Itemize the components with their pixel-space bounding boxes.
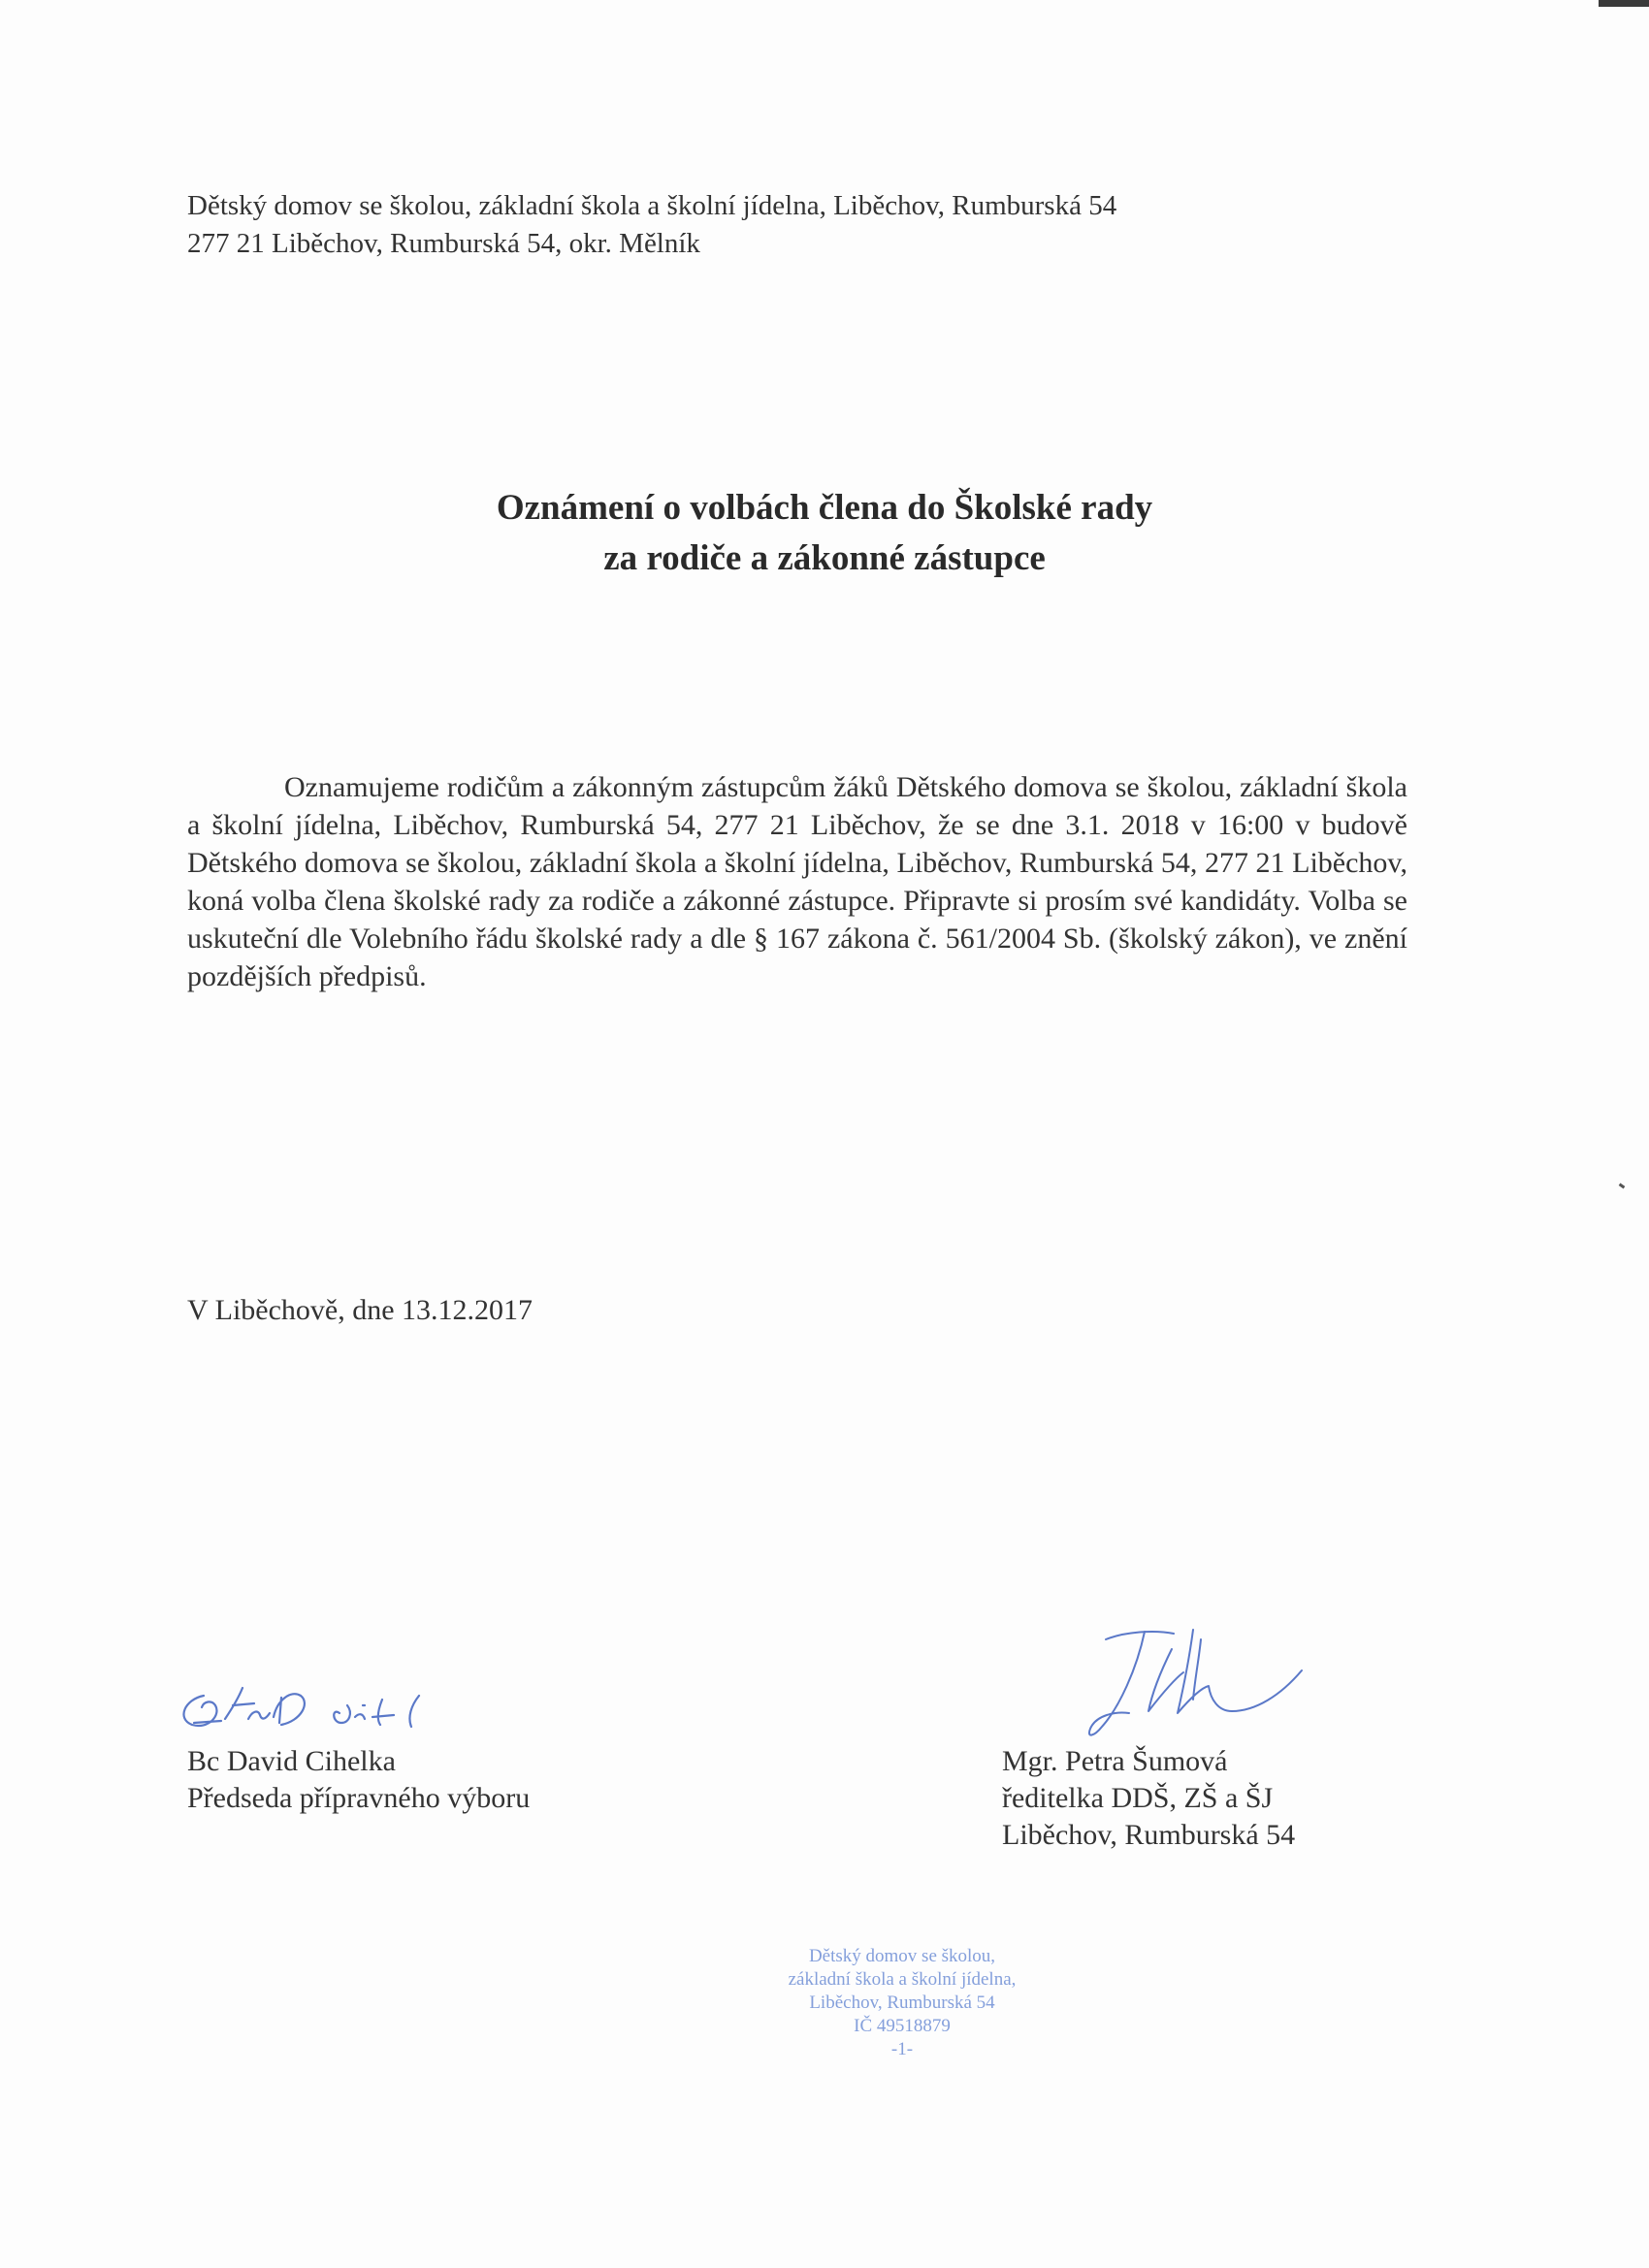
place-date: V Liběchově, dne 13.12.2017 xyxy=(187,1294,534,1326)
stamp-line-3: Liběchov, Rumburská 54 xyxy=(809,1993,995,2013)
scan-edge-mark xyxy=(1599,0,1649,7)
signatory-left-name: Bc David Cihelka xyxy=(187,1745,396,1777)
signature-block-right xyxy=(1002,1743,1295,1854)
stamp-line-2: základní škola a školní jídelna, xyxy=(788,1969,1017,1990)
sender-header xyxy=(187,187,1116,263)
header-line-2: 277 21 Liběchov, Rumburská 54, okr. Mělník xyxy=(187,228,700,259)
signature-left-handwriting xyxy=(165,1649,485,1741)
header-line-1: Dětský domov se školou, základní škola a školní jídelna, Liběchov, Rumburská 54 xyxy=(187,190,1117,221)
title-line-2: za rodiče a zákonné zástupce xyxy=(603,538,1046,578)
signatory-left-role: Předseda přípravného výboru xyxy=(187,1782,531,1814)
body-paragraph: Oznamujeme rodičům a zákonným zástupcům žáků Dětského domova se školou, základní škola a školní jídelna, Liběchov, Rumburská 54, 277 21 Liběchov, že se dne 3.1. 2018 v 16:00 v budově Dětského domova se školou, základní škola a školní jídelna, Liběchov, Rumburská 54, 277 21 Liběchov, koná volba člena školské rady za rodiče a zákonné zástupce. Připravte si prosím své kandidáty. Volba se uskuteční dle Volebního řádu školské rady a dle § 167 zákona č. 561/2004 Sb. (školský zákon), ve znění pozdějších předpisů. xyxy=(187,771,1407,992)
signatory-right-place: Liběchov, Rumburská 54 xyxy=(1002,1819,1296,1851)
scan-speck xyxy=(1619,1183,1626,1189)
signature-block-left xyxy=(187,1743,530,1817)
signatory-right-name: Mgr. Petra Šumová xyxy=(1002,1745,1228,1777)
document-title xyxy=(0,483,1649,584)
stamp-line-5: -1- xyxy=(890,2039,914,2059)
signature-right-handwriting xyxy=(1048,1610,1339,1756)
stamp-line-1: Dětský domov se školou, xyxy=(808,1946,996,1966)
title-line-1: Oznámení o volbách člena do Školské rady xyxy=(496,488,1153,528)
institution-stamp xyxy=(679,1945,1125,2061)
signatory-right-role: ředitelka DDŠ, ZŠ a ŠJ xyxy=(1002,1782,1274,1814)
stamp-line-4: IČ 49518879 xyxy=(854,2016,951,2036)
